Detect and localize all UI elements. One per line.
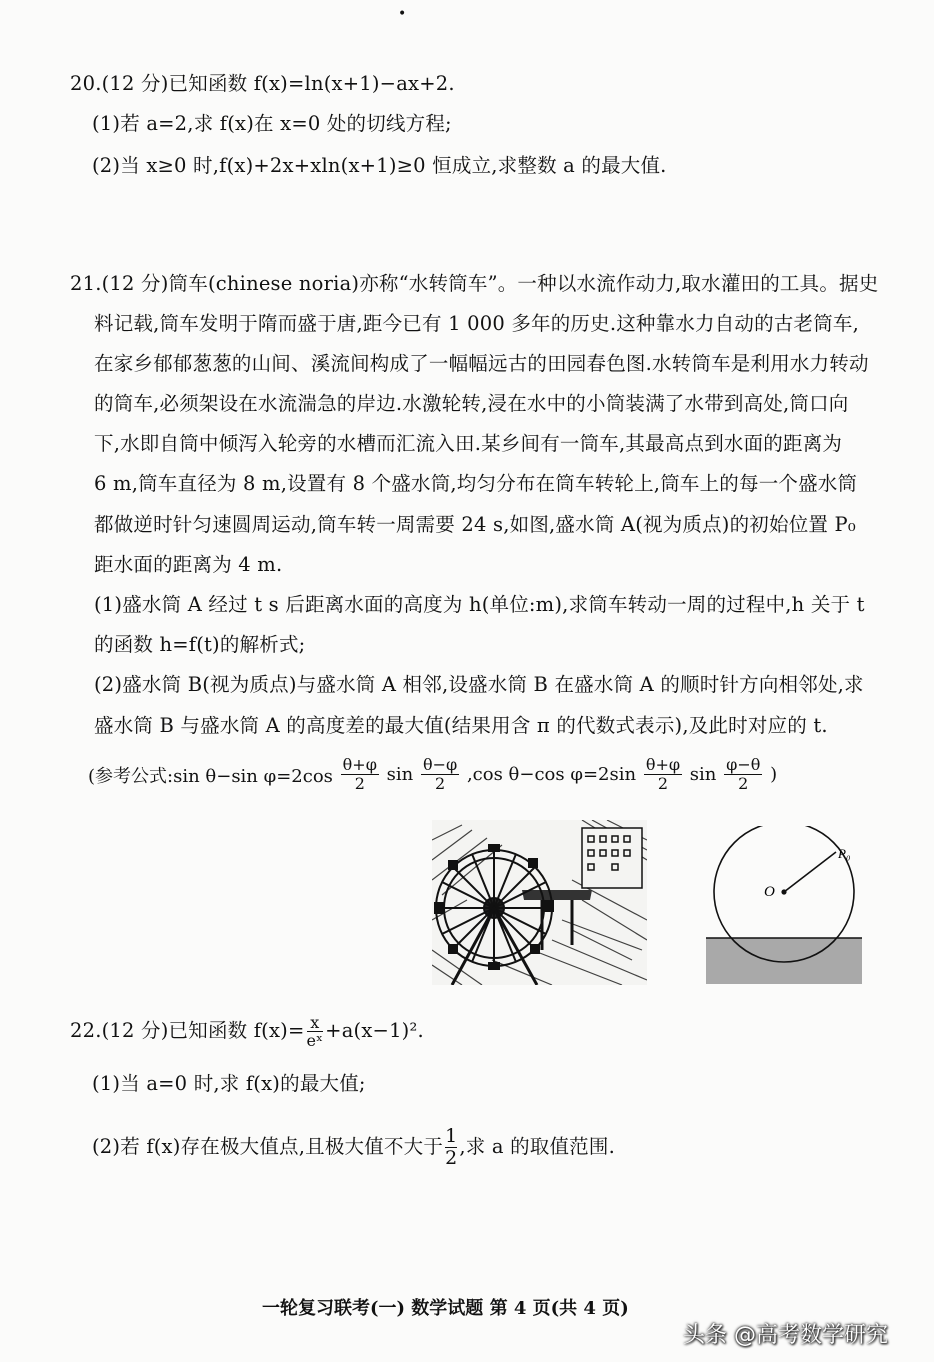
q22-half-fraction: $\frac{1}{2}$: [445, 1125, 458, 1169]
noria-illustration: [432, 820, 647, 985]
reference-formula: (参考公式:sin θ−sin φ=2cos $\frac{\theta+\varphi}{2}$ sin $\frac{\theta-\varphi}{2}$ ,cos θ−cos φ=2sin $\frac{\theta+\varphi}{2}$ sin $\frac{\varphi-\theta}{2}$ ): [88, 755, 778, 793]
q21-line-5: 下,水即自筒中倾泻入轮旁的水槽而汇流入田.某乡间有一筒车,其最高点到水面的距离为: [94, 432, 843, 455]
formula-fraction-2: $\frac{\theta-\varphi}{2}$: [422, 755, 458, 793]
page-footer: 一轮复习联考(一) 数学试题 第 4 页(共 4 页): [262, 1298, 629, 1319]
top-dot: •: [398, 6, 407, 22]
formula-fraction-3: $\frac{\theta+\varphi}{2}$: [645, 755, 681, 793]
q21-line-6: 6 m,筒车直径为 8 m,设置有 8 个盛水筒,均匀分布在筒车转轮上,筒车上的每一个盛水筒: [94, 472, 858, 495]
q20-title: 20.(12 分)已知函数 f(x)=ln(x+1)−ax+2.: [70, 72, 455, 95]
point-label: P₀: [838, 846, 851, 861]
watermark: 头条 @高考数学研究: [683, 1323, 888, 1348]
q22-title: 22.(12 分)已知函数 f(x)= $\frac{x}{\text{eˣ}}$ +a(x−1)².: [70, 1013, 424, 1050]
q21-part2-b: 盛水筒 B 与盛水筒 A 的高度差的最大值(结果用含 π 的代数式表示),及此时对应的 t.: [94, 714, 828, 737]
q21-line-2: 料记载,筒车发明于隋而盛于唐,距今已有 1 000 多年的历史.这种靠水力自动的古老筒车,: [94, 312, 860, 335]
q21-part1-b: 的函数 h=f(t)的解析式;: [94, 633, 306, 656]
center-label: O: [764, 884, 775, 900]
q22-part1: (1)当 a=0 时,求 f(x)的最大值;: [92, 1072, 366, 1095]
formula-fraction-4: $\frac{\varphi-\theta}{2}$: [726, 755, 761, 793]
radius-line: [784, 852, 836, 892]
center-point: [781, 889, 786, 894]
q22-fraction: $\frac{x}{\text{eˣ}}$: [306, 1013, 324, 1050]
formula-prefix: (参考公式:sin θ−sin φ=2cos: [88, 765, 333, 787]
q21-part2-a: (2)盛水筒 B(视为质点)与盛水筒 A 相邻,设盛水筒 B 在盛水筒 A 的顺时针方向相邻处,求: [94, 673, 864, 696]
q21-line-1: 21.(12 分)筒车(chinese noria)亦称“水转筒车”。一种以水流作动力,取水灌田的工具。据史: [70, 272, 879, 295]
q20-part2: (2)当 x≥0 时,f(x)+2x+xln(x+1)≥0 恒成立,求整数 a 的最大值.: [92, 154, 667, 177]
q21-line-8: 距水面的距离为 4 m.: [94, 553, 283, 576]
q21-line-3: 在家乡郁郁葱葱的山间、溪流间构成了一幅幅远古的田园春色图.水转筒车是利用水力转动: [94, 352, 869, 375]
noria-circle-diagram: [700, 826, 866, 984]
q21-line-4: 的筒车,必须架设在水流湍急的岸边.水激轮转,浸在水中的小筒装满了水带到高处,筒口向: [94, 392, 849, 415]
q20-part1: (1)若 a=2,求 f(x)在 x=0 处的切线方程;: [92, 112, 452, 135]
q22-part2: (2)若 f(x)存在极大值点,且极大值不大于 $\frac{1}{2}$ ,求 a 的取值范围.: [92, 1125, 615, 1169]
q21-part1-a: (1)盛水筒 A 经过 t s 后距离水面的高度为 h(单位:m),求筒车转动一周的过程中,h 关于 t: [94, 593, 865, 616]
q21-line-7: 都做逆时针匀速圆周运动,筒车转一周需要 24 s,如图,盛水筒 A(视为质点)的初始位置 P₀: [94, 513, 856, 536]
water-surface: [706, 938, 862, 984]
formula-fraction-1: $\frac{\theta+\varphi}{2}$: [342, 755, 377, 793]
